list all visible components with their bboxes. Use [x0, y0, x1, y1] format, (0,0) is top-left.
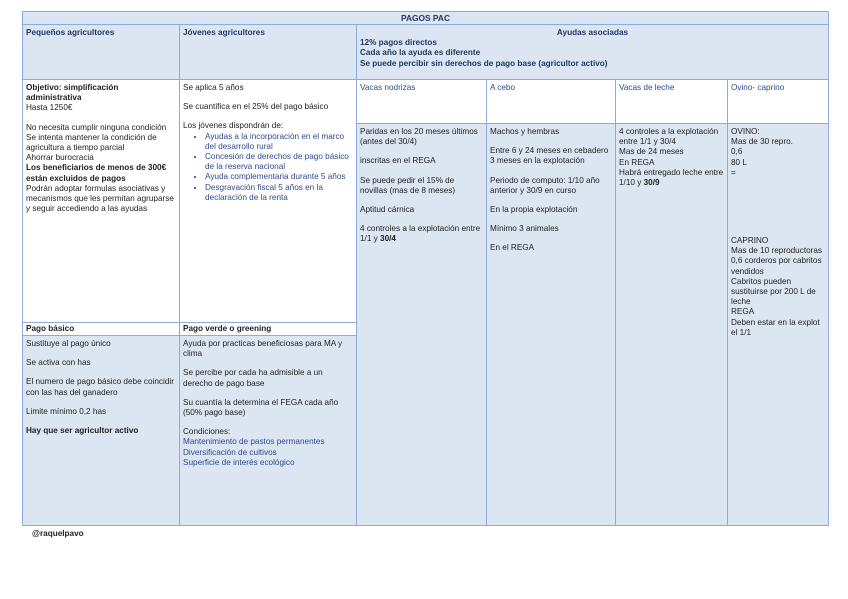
jovenes-bullet: • Ayudas a la incorporación en el marco del desarrollo rural [205, 132, 353, 152]
caprino-line: 0,6 corderos por cabritos vendidos [731, 256, 822, 276]
nodrizas-line: Se puede pedir el 15% de novillas (mas de 8 meses) [360, 175, 456, 195]
subheader-a-cebo [486, 79, 616, 124]
verde-line: Se percibe por cada ha admisible a un derecho de pago base [183, 368, 323, 388]
verde-condition: Diversificación de cultivos [183, 447, 277, 457]
nodrizas-line: Aptitud cárnica [360, 205, 415, 215]
jovenes-bullets [183, 132, 353, 203]
ovino-line: 0,6 [731, 147, 743, 157]
subheader-vacas-nodrizas [356, 79, 487, 124]
ayudas-note: Se puede percibir sin derechos de pago base (agricultor activo) [360, 58, 608, 68]
table-title: PAGOS PAC [22, 11, 829, 25]
a-cebo-body [486, 123, 616, 526]
jovenes-line: Los jóvenes dispondrán de: [183, 121, 284, 131]
subheader-label: Vacas nodrizas [360, 83, 416, 92]
verde-condition: Mantenimiento de pastos permanentes [183, 437, 325, 447]
jovenes-body [179, 79, 357, 323]
pago-verde-title: Pago verde o greening [183, 324, 272, 333]
nodrizas-last: 4 controles a la explotación entre 1/1 y 30/4 [360, 224, 481, 244]
subheader-ovino-caprino [727, 79, 829, 124]
jovenes-bullet: • Concesión de derechos de pago básico de la reserva nacional [205, 152, 353, 172]
leche-line: Habrá entregado leche entre 1/10 y 30/9 [619, 167, 724, 188]
cebo-line: Mínimo 3 animales [490, 224, 559, 234]
verde-line: Ayuda por practicas beneficiosas para MA y clima [183, 339, 343, 359]
cebo-line: Entre 6 y 24 meses en cebadero [490, 146, 609, 156]
leche-line: En REGA [619, 157, 655, 167]
leche-line: 4 controles a la explotación entre 1/1 y 30/4 [619, 127, 719, 147]
ayudas-note: 12% pagos directos [360, 38, 437, 48]
basico-line-bold: Hay que ser agricultor activo [26, 426, 139, 436]
verde-line: Su cuantía la determina el FEGA cada año (50% pago base) [183, 397, 339, 418]
cebo-line: Machos y hembras [490, 127, 560, 136]
basico-line: Limite mínimo 0,2 has [26, 406, 107, 416]
vacas-nodrizas-body [356, 123, 487, 526]
pequenos-last: Podrán adoptar formulas asociativas y mecanismos que les permitan agruparse y seguir accediendo a las ayudas [26, 183, 174, 214]
pago-verde-header [179, 322, 357, 336]
header-pequenos-label: Pequeños agricultores [26, 28, 115, 37]
pequenos-bold-line: Los beneficiarios de menos de 300€ están excluidos de pagos [26, 163, 167, 183]
header-pequenos [22, 24, 180, 80]
caprino-line: Mas de 10 reproductoras [731, 246, 823, 256]
cebo-line: 3 meses en la explotación [490, 156, 585, 166]
basico-line: El numero de pago básico debe coincidir con las has del ganadero [26, 377, 174, 397]
caprino-line: REGA [731, 307, 755, 317]
ayudas-note: Cada año la ayuda es diferente [360, 48, 481, 58]
basico-line: Sustituye al pago único [26, 339, 111, 348]
author-credit: @raquelpavo [32, 529, 84, 538]
header-jovenes-label: Jóvenes agricultores [183, 28, 265, 37]
pequenos-line: No necesita cumplir ninguna condición [26, 122, 167, 132]
nodrizas-last-bold: 30/4 [380, 234, 396, 244]
caprino-line: CAPRINO [731, 236, 769, 246]
pago-verde-body [179, 335, 357, 526]
header-jovenes [179, 24, 357, 80]
subheader-vacas-leche [615, 79, 728, 124]
ovino-line: OVINO: [731, 127, 760, 136]
subheader-label: A cebo [490, 83, 516, 92]
ovino-caprino-body [727, 123, 829, 526]
vacas-leche-body [615, 123, 728, 526]
cebo-line: En la propia explotación [490, 205, 578, 215]
caprino-line: Cabritos pueden sustituirse por 200 L de leche [731, 276, 816, 307]
pequenos-line: Se intenta mantener la condición de agricultura a tiempo parcial [26, 132, 157, 153]
pequenos-body [22, 79, 180, 323]
subheader-label: Vacas de leche [619, 83, 675, 92]
header-ayudas [356, 24, 829, 80]
cebo-line: En el REGA [490, 243, 535, 253]
ovino-line: Mas de 30 repro. [731, 137, 793, 147]
pago-basico-title: Pago básico [26, 324, 75, 333]
ovino-line: 80 L [731, 157, 747, 167]
nodrizas-line: inscritas en el REGA [360, 156, 436, 166]
pequenos-hasta: Hasta 1250€ [26, 103, 73, 113]
cebo-line: Periodo de computo: 1/10 año anterior y 30/9 en curso [490, 175, 600, 195]
pequenos-line: Ahorrar burocracia [26, 153, 94, 163]
jovenes-bullet: • Ayuda complementaria durante 5 años [205, 172, 353, 182]
pago-basico-header [22, 322, 180, 336]
jovenes-bullet: • Desgravación fiscal 5 años en la declaración de la renta [205, 183, 353, 203]
basico-line: Se activa con has [26, 358, 91, 368]
jovenes-line: Se cuantifica en el 25% del pago básico [183, 102, 329, 112]
subheader-label: Ovino- caprino [731, 83, 785, 92]
pago-basico-body [22, 335, 180, 526]
header-ayudas-label: Ayudas asociadas [556, 28, 629, 37]
ovino-line: = [731, 167, 736, 177]
nodrizas-line: Paridas en los 20 meses últimos (antes del 30/4) [360, 127, 478, 147]
verde-condition: Superficie de interés ecológico [183, 457, 295, 467]
leche-line: Mas de 24 meses [619, 147, 684, 157]
caprino-line: Deben estar en la explot el 1/1 [731, 317, 820, 337]
leche-bold: 30/9 [643, 178, 660, 188]
verde-line: Condiciones: [183, 427, 231, 437]
pequenos-objetivo: Objetivo: simplificación administrativa [26, 83, 119, 103]
jovenes-line: Se aplica 5 años [183, 83, 244, 92]
